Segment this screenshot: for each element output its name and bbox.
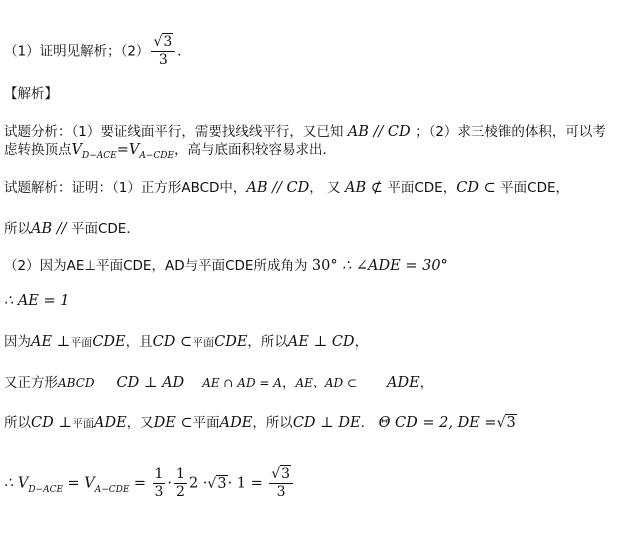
solution-line-1: 试题解析：证明：（1）正方形ABCD中，AB // CD， 又 AB ⊄ 平面CDE，CD ⊂ 平面CDE， <box>4 180 570 196</box>
fraction-one-half: $\frac{1}{2}$ <box>176 466 185 500</box>
answer-text: （1）证明见解析；（2） <box>4 43 150 60</box>
solution-line-4: ∴ AE = 1 <box>4 293 70 309</box>
fraction-sqrt3-over-3: $\frac{√3}{3}$ <box>269 466 293 501</box>
solution-line-5: 因为AE ⊥平面CDE，且CD ⊂平面CDE，所以AE ⊥ CD， <box>4 334 369 350</box>
solution-line-6: 又正方形ABCD CD ⊥ AD AE ∩ AD = A，AE、AD ⊂ ADE， <box>4 375 434 391</box>
solution-line-8: ∴ $V_{D-ACE} = V_{A-CDE}$ = $\frac{1}{3}$ · $\frac{1}{2}$ 2 ·√3· 1 = $\frac{√3}{3}$ <box>4 466 295 501</box>
solution-line-7: 所以CD ⊥平面ADE，又DE ⊂平面ADE，所以CD ⊥ DE． Θ CD = 2, DE =√3 <box>4 415 516 431</box>
solution-line-2: 所以AB // 平面CDE． <box>4 221 140 237</box>
analysis-line-2: 虑转换顶点$V_{D-ACE}=V_{A-CDE}$，高与底面积较容易求出. <box>4 142 327 161</box>
solution-line-3: （2）因为AE⊥平面CDE，AD与平面CDE所成角为 30° ∴ ∠ADE = 30° <box>4 258 448 274</box>
answer-fraction: $\frac{√3}{3}$ <box>151 34 175 69</box>
analysis-line-1: 试题分析：（1）要证线面平行，需要找线线平行，又已知 AB // CD ；（2）求三棱锥的体积，可以考 <box>4 124 606 140</box>
section-title: 【解析】 <box>4 86 58 102</box>
answer-line: （1）证明见解析；（2） $\frac{√3}{3}$ ． <box>4 34 191 68</box>
fraction-one-third: $\frac{1}{3}$ <box>154 466 164 500</box>
